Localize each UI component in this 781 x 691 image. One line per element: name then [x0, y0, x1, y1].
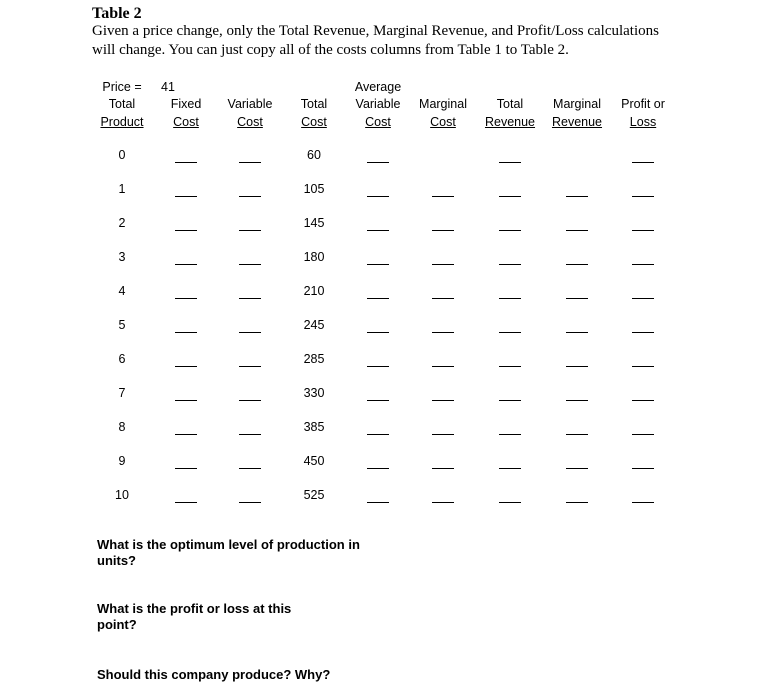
question-should-produce: Should this company produce? Why? [97, 667, 331, 682]
intro-line-2: will change. You can just copy all of the costs columns from Table 1 to Table 2. [92, 42, 569, 58]
row-2-profit-loss-blank[interactable] [632, 230, 654, 231]
row-7-total-cost: 330 [303, 386, 325, 400]
row-7-variable-cost-blank[interactable] [239, 400, 261, 401]
row-10-variable-cost-blank[interactable] [239, 502, 261, 503]
row-1-total-revenue-blank[interactable] [499, 196, 521, 197]
row-5-variable-cost-blank[interactable] [239, 332, 261, 333]
row-1-profit-loss-blank[interactable] [632, 196, 654, 197]
header-total-product-1: Total [108, 97, 136, 111]
row-3-avc-blank[interactable] [367, 264, 389, 265]
row-0-profit-loss-blank[interactable] [632, 162, 654, 163]
row-7-profit-loss-blank[interactable] [632, 400, 654, 401]
row-0-total-cost: 60 [307, 148, 321, 162]
row-10-marginal-revenue-blank[interactable] [566, 502, 588, 503]
row-7-quantity: 7 [118, 386, 126, 400]
header-total-revenue-1: Total [496, 97, 524, 111]
row-7-marginal-cost-blank[interactable] [432, 400, 454, 401]
row-7-total-revenue-blank[interactable] [499, 400, 521, 401]
row-1-marginal-revenue-blank[interactable] [566, 196, 588, 197]
header-avc-2: Variable [355, 97, 401, 111]
row-4-fixed-cost-blank[interactable] [175, 298, 197, 299]
row-10-quantity: 10 [115, 488, 129, 502]
row-4-total-cost: 210 [303, 284, 325, 298]
row-5-fixed-cost-blank[interactable] [175, 332, 197, 333]
header-marginal-revenue-2: Revenue [551, 115, 603, 129]
header-marginal-revenue-1: Marginal [553, 97, 601, 111]
row-10-total-cost: 525 [303, 488, 325, 502]
row-0-avc-blank[interactable] [367, 162, 389, 163]
question-optimum-level: What is the optimum level of production in units? [97, 537, 360, 568]
row-2-fixed-cost-blank[interactable] [175, 230, 197, 231]
row-6-marginal-cost-blank[interactable] [432, 366, 454, 367]
row-1-fixed-cost-blank[interactable] [175, 196, 197, 197]
row-3-variable-cost-blank[interactable] [239, 264, 261, 265]
row-1-quantity: 1 [118, 182, 126, 196]
header-total-revenue-2: Revenue [484, 115, 536, 129]
row-4-marginal-cost-blank[interactable] [432, 298, 454, 299]
header-total-cost-2: Cost [301, 115, 327, 129]
row-5-profit-loss-blank[interactable] [632, 332, 654, 333]
row-9-total-cost: 450 [303, 454, 325, 468]
row-6-total-cost: 285 [303, 352, 325, 366]
row-10-total-revenue-blank[interactable] [499, 502, 521, 503]
row-8-quantity: 8 [118, 420, 126, 434]
header-variable-cost-2: Cost [237, 115, 263, 129]
row-8-total-cost: 385 [303, 420, 325, 434]
header-avc-1: Average [354, 80, 402, 94]
row-2-marginal-revenue-blank[interactable] [566, 230, 588, 231]
row-4-quantity: 4 [118, 284, 126, 298]
row-9-quantity: 9 [118, 454, 126, 468]
row-10-fixed-cost-blank[interactable] [175, 502, 197, 503]
row-6-marginal-revenue-blank[interactable] [566, 366, 588, 367]
row-4-avc-blank[interactable] [367, 298, 389, 299]
header-profit-loss-1: Profit or [621, 97, 665, 111]
row-5-marginal-revenue-blank[interactable] [566, 332, 588, 333]
row-1-variable-cost-blank[interactable] [239, 196, 261, 197]
row-9-marginal-revenue-blank[interactable] [566, 468, 588, 469]
row-10-profit-loss-blank[interactable] [632, 502, 654, 503]
row-6-avc-blank[interactable] [367, 366, 389, 367]
row-5-marginal-cost-blank[interactable] [432, 332, 454, 333]
header-avc-3: Cost [365, 115, 391, 129]
row-9-variable-cost-blank[interactable] [239, 468, 261, 469]
row-8-profit-loss-blank[interactable] [632, 434, 654, 435]
row-8-variable-cost-blank[interactable] [239, 434, 261, 435]
row-8-marginal-revenue-blank[interactable] [566, 434, 588, 435]
row-6-quantity: 6 [118, 352, 126, 366]
row-4-variable-cost-blank[interactable] [239, 298, 261, 299]
price-label: Price = [102, 80, 142, 94]
row-2-total-cost: 145 [303, 216, 325, 230]
row-2-quantity: 2 [118, 216, 126, 230]
row-4-marginal-revenue-blank[interactable] [566, 298, 588, 299]
row-2-marginal-cost-blank[interactable] [432, 230, 454, 231]
row-9-profit-loss-blank[interactable] [632, 468, 654, 469]
row-9-fixed-cost-blank[interactable] [175, 468, 197, 469]
row-3-profit-loss-blank[interactable] [632, 264, 654, 265]
row-5-avc-blank[interactable] [367, 332, 389, 333]
row-10-avc-blank[interactable] [367, 502, 389, 503]
row-5-total-cost: 245 [303, 318, 325, 332]
row-5-total-revenue-blank[interactable] [499, 332, 521, 333]
row-6-variable-cost-blank[interactable] [239, 366, 261, 367]
row-1-marginal-cost-blank[interactable] [432, 196, 454, 197]
page-title: Table 2 [92, 5, 142, 22]
row-0-variable-cost-blank[interactable] [239, 162, 261, 163]
row-9-total-revenue-blank[interactable] [499, 468, 521, 469]
row-8-avc-blank[interactable] [367, 434, 389, 435]
header-variable-cost-1: Variable [227, 97, 273, 111]
row-6-fixed-cost-blank[interactable] [175, 366, 197, 367]
row-2-variable-cost-blank[interactable] [239, 230, 261, 231]
row-4-profit-loss-blank[interactable] [632, 298, 654, 299]
row-6-profit-loss-blank[interactable] [632, 366, 654, 367]
header-fixed-cost-2: Cost [173, 115, 199, 129]
row-2-avc-blank[interactable] [367, 230, 389, 231]
row-0-quantity: 0 [118, 148, 126, 162]
row-1-total-cost: 105 [303, 182, 325, 196]
price-value: 41 [161, 80, 175, 94]
header-total-cost-1: Total [300, 97, 328, 111]
row-3-marginal-revenue-blank[interactable] [566, 264, 588, 265]
row-4-total-revenue-blank[interactable] [499, 298, 521, 299]
row-7-marginal-revenue-blank[interactable] [566, 400, 588, 401]
row-3-quantity: 3 [118, 250, 126, 264]
row-1-avc-blank[interactable] [367, 196, 389, 197]
row-3-marginal-cost-blank[interactable] [432, 264, 454, 265]
row-7-avc-blank[interactable] [367, 400, 389, 401]
row-0-total-revenue-blank[interactable] [499, 162, 521, 163]
row-3-total-revenue-blank[interactable] [499, 264, 521, 265]
row-0-fixed-cost-blank[interactable] [175, 162, 197, 163]
row-8-fixed-cost-blank[interactable] [175, 434, 197, 435]
row-6-total-revenue-blank[interactable] [499, 366, 521, 367]
row-8-total-revenue-blank[interactable] [499, 434, 521, 435]
header-total-product-2: Product [100, 115, 144, 129]
header-marginal-cost-1: Marginal [419, 97, 467, 111]
intro-line-1: Given a price change, only the Total Revenue, Marginal Revenue, and Profit/Loss calculations [92, 23, 659, 39]
row-9-avc-blank[interactable] [367, 468, 389, 469]
question-profit-loss: What is the profit or loss at this point? [97, 601, 292, 632]
row-3-total-cost: 180 [303, 250, 325, 264]
header-profit-loss-2: Loss [629, 115, 657, 129]
row-10-marginal-cost-blank[interactable] [432, 502, 454, 503]
row-3-fixed-cost-blank[interactable] [175, 264, 197, 265]
row-8-marginal-cost-blank[interactable] [432, 434, 454, 435]
row-7-fixed-cost-blank[interactable] [175, 400, 197, 401]
row-2-total-revenue-blank[interactable] [499, 230, 521, 231]
header-marginal-cost-2: Cost [430, 115, 456, 129]
row-5-quantity: 5 [118, 318, 126, 332]
row-9-marginal-cost-blank[interactable] [432, 468, 454, 469]
header-fixed-cost-1: Fixed [170, 97, 202, 111]
